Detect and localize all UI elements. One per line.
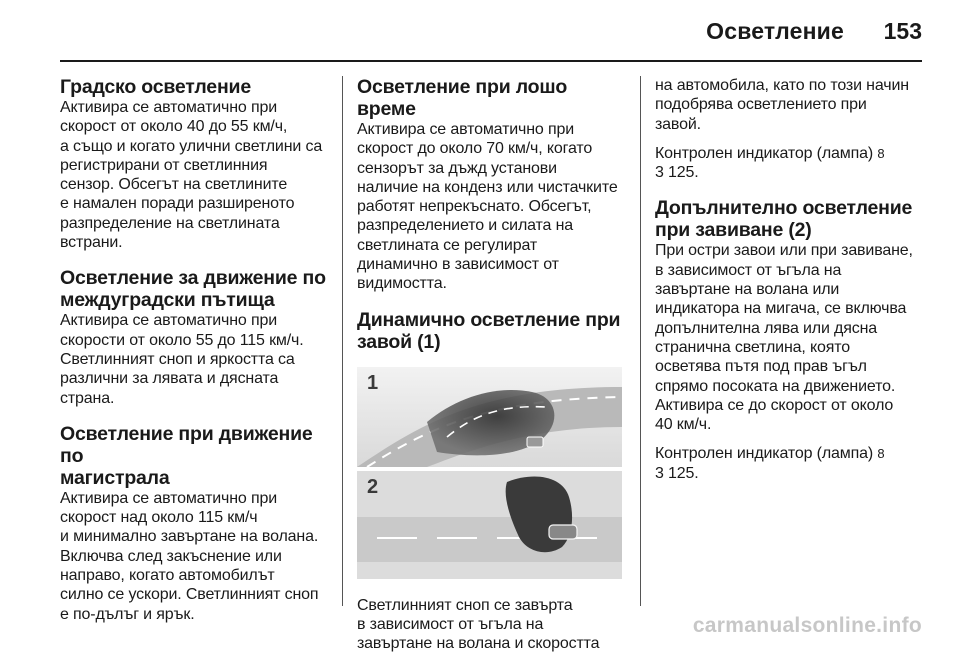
- paragraph-line: Активира се автоматично при: [60, 99, 278, 116]
- paragraph-line: на автомобила, като по този начин: [655, 77, 909, 94]
- section-heading-city-lighting: Градско осветление: [60, 76, 251, 98]
- paragraph-line: видимостта.: [357, 275, 447, 293]
- column-separator: [640, 76, 641, 606]
- paragraph-line: а също и когато улични светлини са: [60, 137, 323, 155]
- page-header: [60, 0, 922, 62]
- paragraph-line: динамично в зависимост от: [357, 256, 559, 274]
- paragraph-line: и минимално завъртане на волана.: [60, 528, 319, 546]
- paragraph-line: работят непрекъснато. Обсегът,: [357, 198, 592, 216]
- page-number: 153: [883, 18, 922, 44]
- paragraph-line: Активира се до скорост от около: [655, 396, 894, 414]
- paragraph-line: подобрява осветлението при: [655, 96, 867, 114]
- section-heading-turn-lighting: Допълнително осветление: [655, 197, 913, 220]
- section-heading-bad-weather: Осветление при лошо време: [357, 76, 568, 120]
- indicator-reference: Контролен индикатор (лампа) 8: [655, 445, 885, 463]
- page-reference[interactable]: 3 125.: [655, 164, 699, 182]
- section-heading-motorway: Осветление при движение по: [60, 422, 313, 467]
- indicator-reference: Контролен индикатор (лампа) 8: [655, 144, 885, 162]
- paragraph-line: Активира се автоматично при: [357, 121, 575, 138]
- watermark: carmanualsonline.info: [692, 614, 922, 637]
- caption-line: в зависимост от ъгъла на: [357, 615, 544, 633]
- illustration-curve-lighting: [357, 367, 622, 579]
- paragraph-line: завой.: [655, 115, 701, 133]
- column-1: [60, 76, 328, 624]
- section-heading-motorway-cont: магистрала: [60, 466, 170, 489]
- paragraph-line: 40 км/ч.: [655, 416, 712, 434]
- figure-label-2: 2: [367, 475, 379, 498]
- paragraph-line: завъртане на волана или: [655, 281, 840, 299]
- paragraph-line: скорост над около 115 км/ч: [60, 509, 258, 527]
- paragraph-line: При остри завои или при завиване,: [655, 242, 913, 260]
- figure-label-1: 1: [367, 371, 379, 394]
- paragraph-line: скорост от около 40 до 55 км/ч,: [60, 118, 288, 136]
- reference-arrow-icon: 3: [655, 464, 664, 482]
- paragraph-line: сензорът за дъжд установи: [357, 159, 557, 177]
- paragraph-line: регистрирани от светлинния: [60, 156, 268, 174]
- paragraph-line: е намален поради разширеното: [60, 195, 295, 213]
- paragraph-line: Активира се автоматично при: [60, 489, 278, 507]
- paragraph-line: сензор. Обсегът на светлините: [60, 176, 288, 194]
- section-heading-dynamic-curve: Динамично осветление при: [357, 308, 621, 331]
- paragraph-line: разпределението и силата на: [357, 217, 574, 235]
- paragraph-line: светлината се регулират: [357, 236, 538, 254]
- paragraph-line: скорости от около 55 до 115 км/ч.: [60, 331, 304, 349]
- paragraph-line: осветява пътя под прав ъгъл: [655, 358, 867, 376]
- paragraph-line: странична светлина, която: [655, 338, 851, 356]
- column-separator: [342, 76, 343, 606]
- figure-panel-1: [357, 367, 622, 467]
- paragraph-line: Включва след закъснение или: [60, 547, 282, 565]
- paragraph-line: е по-дълъг и ярък.: [60, 605, 195, 623]
- section-heading-dynamic-curve-cont: завой (1): [357, 330, 441, 353]
- lamp-icon: 8: [877, 145, 885, 161]
- column-3: [655, 76, 923, 483]
- paragraph-line: допълнителна лява или дясна: [655, 319, 878, 337]
- caption-line: завъртане на волана и скоростта: [357, 635, 600, 653]
- paragraph-line: различни за лявата и дясната: [60, 370, 279, 388]
- paragraph-line: разпределение на светлината: [60, 214, 280, 232]
- paragraph-line: страна.: [60, 389, 115, 407]
- paragraph-line: Активира се автоматично при: [60, 312, 278, 330]
- paragraph-line: направо, когато автомобилът: [60, 567, 275, 585]
- paragraph-line: встрани.: [60, 234, 123, 252]
- paragraph-line: индикатора на мигача, се включва: [655, 300, 907, 318]
- figure-panel-2: [357, 471, 622, 579]
- caption-line: Светлинният сноп се завърта: [357, 596, 573, 614]
- page-title: Осветление: [706, 18, 844, 44]
- paragraph-line: скорост до около 70 км/ч, когато: [357, 140, 593, 158]
- section-heading-turn-lighting-cont: при завиване (2): [655, 219, 812, 242]
- section-heading-country-road: Осветление за движение по: [60, 267, 326, 290]
- paragraph-line: в зависимост от ъгъла на: [655, 261, 842, 279]
- paragraph-line: спрямо посоката на движението.: [655, 377, 896, 395]
- reference-arrow-icon: 3: [655, 164, 664, 182]
- column-2: [357, 76, 625, 654]
- page-reference[interactable]: 3 125.: [655, 464, 699, 482]
- lamp-icon: 8: [877, 446, 885, 462]
- paragraph-line: Светлинният сноп и яркостта са: [60, 350, 295, 368]
- paragraph-line: наличие на конденз или чистачките: [357, 178, 618, 196]
- paragraph-line: силно се ускори. Светлинният сноп: [60, 586, 319, 604]
- section-heading-country-road-cont: междуградски пътища: [60, 289, 275, 312]
